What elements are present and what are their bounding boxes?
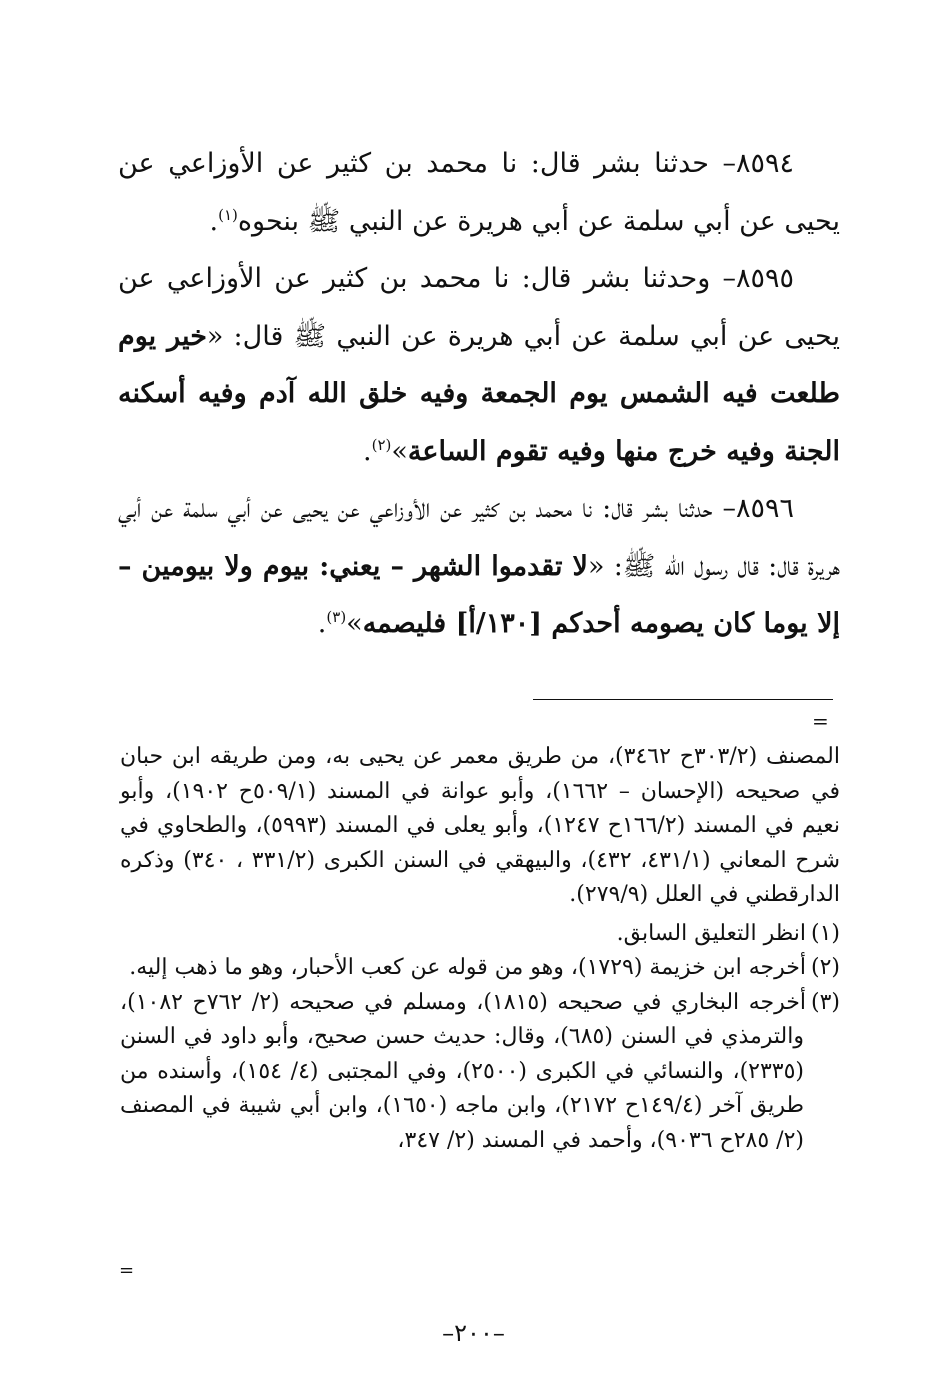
footnote-text: أخرجه البخاري في صحيحه (١٨١٥)، ومسلم في صحيحه (٢/ ٧٦٢ح ١٠٨٢)، والترمذي في السنن (٦٨٥)، وقال: حديث حسن صحيح، وأبو داود في السنن (٢٣٣٥)، والنسائي في الكبرى (٢٥٠٠)، وفي المجتبى (٤/ ١٥٤)، وأسنده من طريق آخر (١٤٩/٤ح ٢١٧٢)، وابن ماجه (١٦٥٠)، وابن أبي شيبة في المصنف (٢/ ٢٨٥ح ٩٠٣٦)، وأحمد في المسند (٢/ ٣٤٧، xyxy=(120,989,806,1153)
hadith-number: ٨٥٩٤– xyxy=(722,148,794,179)
main-text xyxy=(118,135,840,653)
hadith-end: . xyxy=(317,608,327,639)
hadith-number: ٨٥٩٦– xyxy=(722,493,794,524)
footnote-label: (٢) xyxy=(810,955,840,980)
footnote-ref[interactable]: (٢) xyxy=(371,435,392,454)
hadith-end: . xyxy=(363,435,372,467)
footnotes xyxy=(120,740,840,1158)
footnote-text: أخرجه ابن خزيمة (١٧٢٩)، وهو من قوله عن كعب الأحبار، وهو ما ذهب إليه. xyxy=(129,955,806,980)
footnote-ref[interactable]: (٣) xyxy=(326,608,347,626)
hadith-text: حدثنا بشر قال: نا محمد بن كثير عن الأوزاعي عن يحيى عن أبي سلمة عن أبي هريرة عن النبي ﷺ بنحوه xyxy=(118,148,840,237)
footnote-bottom-mark: = xyxy=(119,1260,135,1281)
hadith-text: وحدثنا بشر قال: نا محمد بن كثير عن الأوزاعي عن يحيى عن أبي سلمة عن أبي هريرة عن النبي ﷺ قال: « xyxy=(118,263,840,352)
hadith-number: ٨٥٩٥– xyxy=(722,263,794,294)
footnote-2 xyxy=(120,951,840,986)
footnote-3 xyxy=(120,986,840,1159)
footnote-label: (١) xyxy=(810,920,840,946)
hadith-8596 xyxy=(118,480,840,653)
hadith-matn: لا تقدموا الشهر – يعني: بيوم ولا بيومين – إلا يوما كان يصومه أحدكم [١٣٠/أ] فليصمه xyxy=(118,550,840,639)
hadith-quote-close: » xyxy=(346,608,363,639)
footnote-separator xyxy=(533,699,833,700)
footnote-label: (٣) xyxy=(810,989,840,1015)
page-number: –٢٠٠– xyxy=(442,1319,505,1347)
hadith-8594 xyxy=(118,135,840,250)
hadith-8595 xyxy=(118,250,840,480)
footnote-continuation: المصنف (٣٠٣/٢ح ٣٤٦٢)، من طريق معمر عن يحيى به، ومن طريقه ابن حبان في صحيحه (الإحسان – ١٦٦٢)، وأبو عوانة في المسند (٥٠٩/١ح ١٩٠٢)، وأبو نعيم في المسند (١٦٦/٢ح ١٢٤٧)، وأبو يعلى في المسند (٥٩٩٣)، والطحاوي في شرح المعاني (٤٣١/١، ٤٣٢)، والبيهقي في السنن الكبرى (٣٣١/٢ ، ٣٤٠) وذكره الدارقطني في العلل (٢٧٩/٩). xyxy=(120,744,841,907)
hadith-quote-close: » xyxy=(391,435,408,467)
footnote-1 xyxy=(120,917,840,952)
hadith-end: . xyxy=(209,205,219,237)
hadith-matn: خير يوم طلعت فيه الشمس يوم الجمعة وفيه خلق الله آدم وفيه أسكنه الجنة وفيه خرج منها وفيه تقوم الساعة xyxy=(118,320,840,467)
footnote-ref[interactable]: (١) xyxy=(218,205,238,224)
footnote-continuation-mark: = xyxy=(812,709,829,733)
hadith-text: حدثنا بشر قال: نا محمد بن كثير عن الأوزاعي عن يحيى عن أبي سلمة عن أبي هريرة قال: قال رسول الله ﷺ: « xyxy=(118,493,840,582)
footnote-text: انظر التعليق السابق. xyxy=(616,920,806,946)
